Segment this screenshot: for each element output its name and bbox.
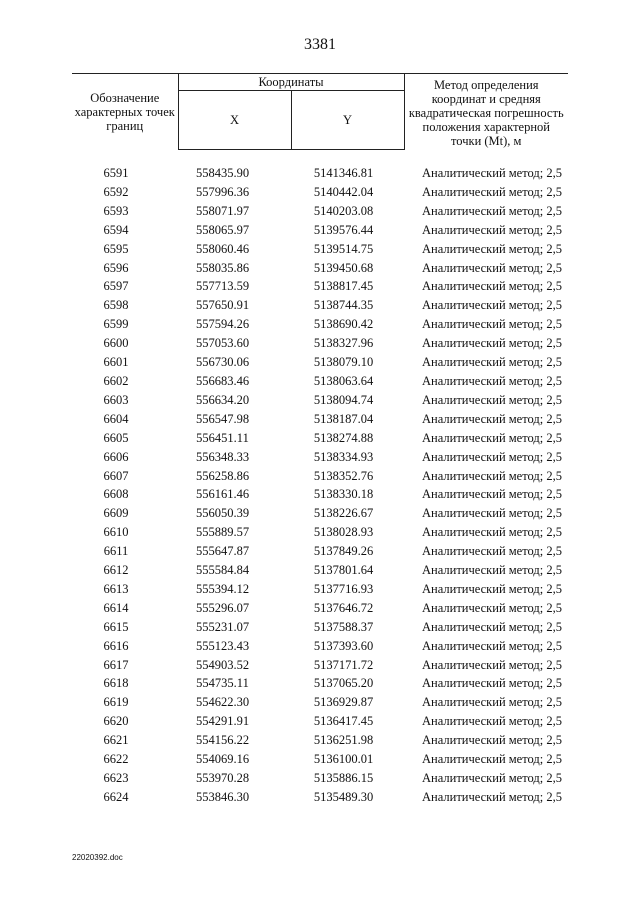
coordinate-y: 5139576.44 <box>313 222 374 237</box>
table-row <box>72 618 568 637</box>
method-accuracy: Аналитический метод; 2,5 <box>422 392 562 407</box>
method-accuracy: Аналитический метод; 2,5 <box>422 166 562 180</box>
table-row <box>72 315 568 334</box>
coordinate-x: 557996.36 <box>195 184 250 199</box>
coordinate-y: 5136100.01 <box>313 752 374 767</box>
point-number: 6611 <box>103 544 129 559</box>
table-row <box>72 164 568 183</box>
coordinate-x: 557053.60 <box>195 336 250 351</box>
point-number: 6613 <box>103 581 129 596</box>
coordinate-y: 5138334.93 <box>313 449 374 464</box>
method-accuracy: Аналитический метод; 2,5 <box>422 336 562 351</box>
point-number: 6594 <box>103 222 129 237</box>
table-row <box>72 334 568 353</box>
point-number: 6623 <box>103 771 129 785</box>
coordinate-x: 558065.97 <box>195 222 250 237</box>
point-number: 6602 <box>103 373 129 388</box>
point-number: 6618 <box>103 676 129 691</box>
table-row <box>72 637 568 656</box>
coordinate-x: 556348.33 <box>195 449 250 464</box>
coordinate-y: 5138817.45 <box>313 279 374 294</box>
coordinate-y: 5138744.35 <box>313 298 374 313</box>
point-number: 6607 <box>103 468 129 483</box>
coordinate-y: 5136417.45 <box>313 714 374 729</box>
table-row <box>72 259 568 278</box>
coordinate-x: 555889.57 <box>195 525 250 540</box>
coordinate-x: 556451.11 <box>196 430 249 445</box>
method-accuracy: Аналитический метод; 2,5 <box>422 298 562 313</box>
point-number: 6614 <box>103 600 129 615</box>
method-accuracy: Аналитический метод; 2,5 <box>422 241 562 256</box>
point-number: 6593 <box>103 203 129 218</box>
coordinates-table <box>72 73 568 807</box>
coordinate-y: 5137716.93 <box>313 581 374 596</box>
coordinate-y: 5138352.76 <box>313 468 374 483</box>
coordinate-x: 556547.98 <box>195 411 250 426</box>
method-accuracy: Аналитический метод; 2,5 <box>422 449 562 464</box>
table-row <box>72 674 568 693</box>
coordinate-x: 553970.28 <box>195 771 250 785</box>
coordinate-x: 554622.30 <box>195 695 250 710</box>
point-number: 6610 <box>103 525 129 540</box>
point-number: 6617 <box>103 657 129 672</box>
table-row <box>72 448 568 467</box>
method-accuracy: Аналитический метод; 2,5 <box>422 752 562 767</box>
coordinate-y: 5137171.72 <box>313 657 374 672</box>
coordinate-x: 557594.26 <box>195 317 250 332</box>
table-row <box>72 277 568 296</box>
coordinate-y: 5138226.67 <box>313 506 374 521</box>
point-number: 6620 <box>103 714 129 729</box>
table-row <box>72 731 568 750</box>
method-accuracy: Аналитический метод; 2,5 <box>422 222 562 237</box>
coordinate-x: 556634.20 <box>195 392 250 407</box>
table-row <box>72 485 568 504</box>
coordinate-x: 553846.30 <box>195 789 250 804</box>
table-row <box>72 656 568 675</box>
coordinate-x: 558071.97 <box>195 203 250 218</box>
coordinate-x: 558060.46 <box>195 241 250 256</box>
header-method: Метод определения координат и средняя квадратическая погрешность положения характерной точки (Мt), м <box>404 74 568 150</box>
method-accuracy: Аналитический метод; 2,5 <box>422 430 562 445</box>
table-row <box>72 183 568 202</box>
coordinate-x: 554291.91 <box>195 714 250 729</box>
coordinate-y: 5137646.72 <box>313 600 374 615</box>
coordinate-x: 556050.39 <box>195 506 250 521</box>
coordinate-y: 5138079.10 <box>313 355 374 370</box>
coordinate-y: 5138063.64 <box>313 373 374 388</box>
boundary-points-sheet <box>72 73 568 807</box>
coordinate-x: 555394.12 <box>195 581 250 596</box>
coordinate-y: 5139514.75 <box>313 241 374 256</box>
coordinate-x: 555123.43 <box>195 638 250 653</box>
point-number: 6615 <box>103 619 129 634</box>
method-accuracy: Аналитический метод; 2,5 <box>422 184 562 199</box>
table-row <box>72 750 568 769</box>
coordinate-y: 5138330.18 <box>313 487 374 502</box>
method-accuracy: Аналитический метод; 2,5 <box>422 260 562 275</box>
coordinate-x: 556258.86 <box>195 468 250 483</box>
method-accuracy: Аналитический метод; 2,5 <box>422 563 562 578</box>
table-row <box>72 599 568 618</box>
method-accuracy: Аналитический метод; 2,5 <box>422 468 562 483</box>
method-accuracy: Аналитический метод; 2,5 <box>422 373 562 388</box>
coordinate-y: 5138690.42 <box>313 317 374 332</box>
coordinate-x: 554903.52 <box>195 657 250 672</box>
table-row <box>72 372 568 391</box>
page-number: 3381 <box>304 36 336 53</box>
header-x: X <box>178 91 291 150</box>
table-row <box>72 712 568 731</box>
coordinate-y: 5141346.81 <box>313 166 374 180</box>
table-row <box>72 391 568 410</box>
method-accuracy: Аналитический метод; 2,5 <box>422 203 562 218</box>
method-accuracy: Аналитический метод; 2,5 <box>422 676 562 691</box>
point-number: 6619 <box>103 695 129 710</box>
table-row <box>72 429 568 448</box>
method-accuracy: Аналитический метод; 2,5 <box>422 695 562 710</box>
coordinate-x: 555647.87 <box>195 544 250 559</box>
point-number: 6597 <box>103 279 129 294</box>
point-number: 6606 <box>103 449 129 464</box>
table-row <box>72 410 568 429</box>
table-row <box>72 296 568 315</box>
coordinate-y: 5138094.74 <box>313 392 374 407</box>
table-body <box>72 164 568 807</box>
point-number: 6624 <box>103 789 129 804</box>
method-accuracy: Аналитический метод; 2,5 <box>422 771 562 785</box>
table-row <box>72 788 568 807</box>
coordinate-y: 5136251.98 <box>313 733 374 748</box>
coordinate-x: 554735.11 <box>196 676 249 691</box>
method-accuracy: Аналитический метод; 2,5 <box>422 733 562 748</box>
point-number: 6616 <box>103 638 129 653</box>
point-number: 6605 <box>103 430 129 445</box>
coordinate-y: 5137588.37 <box>313 619 374 634</box>
method-accuracy: Аналитический метод; 2,5 <box>422 487 562 502</box>
coordinate-y: 5139450.68 <box>313 260 374 275</box>
coordinate-x: 555231.07 <box>195 619 250 634</box>
coordinate-y: 5137849.26 <box>313 544 374 559</box>
coordinate-y: 5135886.15 <box>313 771 374 785</box>
point-number: 6596 <box>103 260 129 275</box>
method-accuracy: Аналитический метод; 2,5 <box>422 411 562 426</box>
point-number: 6604 <box>103 411 129 426</box>
coordinate-y: 5138028.93 <box>313 525 374 540</box>
table-row <box>72 693 568 712</box>
method-accuracy: Аналитический метод; 2,5 <box>422 317 562 332</box>
table-row <box>72 561 568 580</box>
header-y: Y <box>291 91 404 150</box>
coordinate-y: 5140442.04 <box>313 184 374 199</box>
point-number: 6608 <box>103 487 129 502</box>
coordinate-x: 557650.91 <box>195 298 250 313</box>
header-designation: Обозначение характерных точек границ <box>72 74 178 150</box>
method-accuracy: Аналитический метод; 2,5 <box>422 279 562 294</box>
method-accuracy: Аналитический метод; 2,5 <box>422 600 562 615</box>
coordinate-y: 5136929.87 <box>313 695 374 710</box>
coordinate-y: 5138187.04 <box>313 411 374 426</box>
method-accuracy: Аналитический метод; 2,5 <box>422 638 562 653</box>
table-row <box>72 467 568 486</box>
point-number: 6603 <box>103 392 129 407</box>
coordinate-x: 555584.84 <box>195 563 250 578</box>
point-number: 6601 <box>103 355 129 370</box>
header-coordinates: Координаты <box>178 74 404 91</box>
point-number: 6622 <box>103 752 129 767</box>
method-accuracy: Аналитический метод; 2,5 <box>422 581 562 596</box>
table-header <box>72 74 568 150</box>
coordinate-x: 554156.22 <box>195 733 250 748</box>
point-number: 6592 <box>103 184 129 199</box>
table-row <box>72 580 568 599</box>
point-number: 6599 <box>103 317 129 332</box>
table-row <box>72 542 568 561</box>
method-accuracy: Аналитический метод; 2,5 <box>422 525 562 540</box>
table-row <box>72 523 568 542</box>
coordinate-y: 5137801.64 <box>313 563 374 578</box>
point-number: 6591 <box>103 166 129 180</box>
footer-filename: 22020392.doc <box>72 853 123 862</box>
coordinate-x: 556161.46 <box>195 487 250 502</box>
method-accuracy: Аналитический метод; 2,5 <box>422 619 562 634</box>
coordinate-y: 5140203.08 <box>313 203 374 218</box>
method-accuracy: Аналитический метод; 2,5 <box>422 789 562 804</box>
point-number: 6621 <box>103 733 129 748</box>
method-accuracy: Аналитический метод; 2,5 <box>422 657 562 672</box>
table-row <box>72 504 568 523</box>
method-accuracy: Аналитический метод; 2,5 <box>422 714 562 729</box>
coordinate-x: 557713.59 <box>195 279 250 294</box>
table-row <box>72 221 568 240</box>
method-accuracy: Аналитический метод; 2,5 <box>422 544 562 559</box>
coordinate-y: 5137065.20 <box>313 676 374 691</box>
coordinate-y: 5137393.60 <box>313 638 374 653</box>
point-number: 6600 <box>103 336 129 351</box>
coordinate-x: 556683.46 <box>195 373 250 388</box>
coordinate-x: 556730.06 <box>195 355 250 370</box>
point-number: 6598 <box>103 298 129 313</box>
coordinate-x: 554069.16 <box>195 752 250 767</box>
point-number: 6595 <box>103 241 129 256</box>
point-number: 6609 <box>103 506 129 521</box>
coordinate-y: 5135489.30 <box>313 789 374 804</box>
coordinate-y: 5138274.88 <box>313 430 374 445</box>
coordinate-x: 558035.86 <box>195 260 250 275</box>
table-row <box>72 240 568 259</box>
table-row <box>72 353 568 372</box>
coordinate-x: 555296.07 <box>195 600 250 615</box>
table-row <box>72 202 568 221</box>
point-number: 6612 <box>103 563 129 578</box>
coordinate-y: 5138327.96 <box>313 336 374 351</box>
method-accuracy: Аналитический метод; 2,5 <box>422 355 562 370</box>
method-accuracy: Аналитический метод; 2,5 <box>422 506 562 521</box>
coordinate-x: 558435.90 <box>195 166 250 180</box>
table-row <box>72 769 568 788</box>
